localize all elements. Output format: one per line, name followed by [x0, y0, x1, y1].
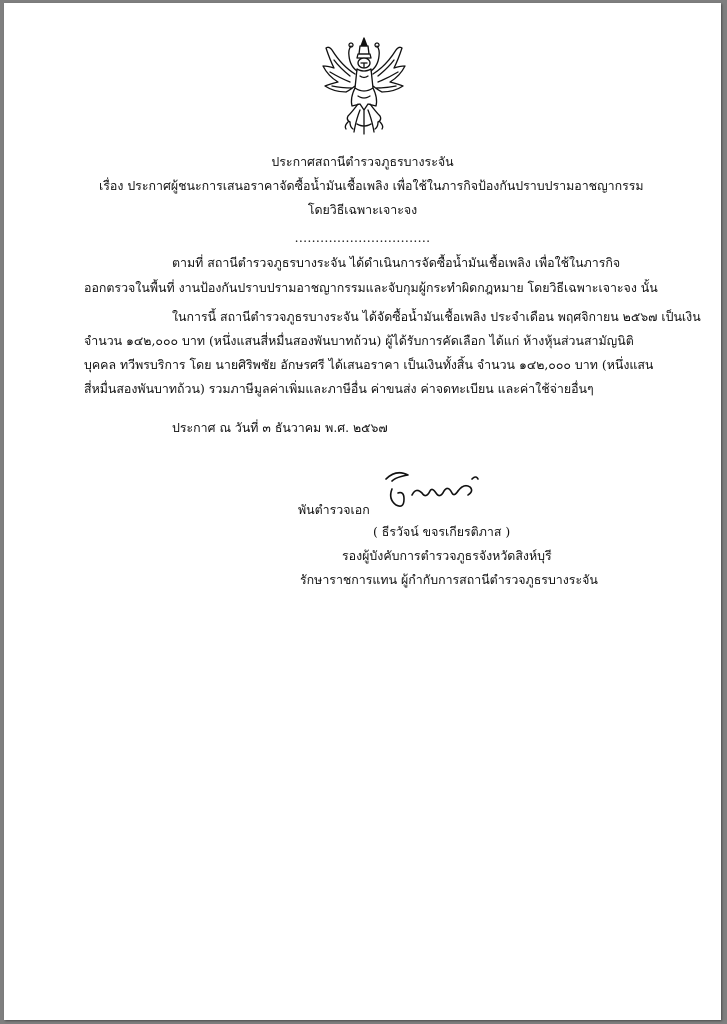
signatory-rank: พันตำรวจเอก	[298, 502, 370, 517]
document-page	[4, 3, 721, 1020]
garuda-emblem-icon	[320, 36, 408, 136]
signatory-name: ( ธีรวัจน์ ขจรเกียรติภาส )	[373, 524, 511, 539]
separator-dots: ................................	[294, 230, 431, 245]
subject-line-2: โดยวิธีเฉพาะเจาะจง	[307, 202, 418, 217]
paragraph-2-line-3: บุคคล ทวีพรบริการ โดย นายศิริพชัย อักษรศรี ได้เสนอราคา เป็นเงินทั้งสิ้น จำนวน ๑๔๒,๐๐๐ บาท (หนึ่งแสน	[84, 357, 654, 372]
paragraph-2-line-4: สี่หมื่นสองพันบาทถ้วน) รวมภาษีมูลค่าเพิ่มและภาษีอื่น ค่าขนส่ง ค่าจดทะเบียน และค่าใช้จ่ายอื่นๆ	[84, 381, 594, 396]
announcement-title: ประกาศสถานีตำรวจภูธรบางระจัน	[271, 154, 454, 169]
paragraph-2-line-1: ในการนี้ สถานีตำรวจภูธรบางระจัน ได้จัดซื้อน้ำมันเชื้อเพลิง ประจำเดือน พฤศจิกายน ๒๕๖๗ เป็นเงิน	[172, 309, 701, 324]
subject-line-1: เรื่อง ประกาศผู้ชนะการเสนอราคาจัดซื้อน้ำมันเชื้อเพลิง เพื่อใช้ในภารกิจป้องกันปราบปรามอาชญากรรม	[99, 178, 644, 193]
signature-icon	[382, 465, 482, 511]
signatory-position-1: รองผู้บังคับการตำรวจภูธรจังหวัดสิงห์บุรี	[342, 548, 552, 563]
paragraph-2-line-2: จำนวน ๑๔๒,๐๐๐ บาท (หนึ่งแสนสี่หมื่นสองพันบาทถ้วน) ผู้ได้รับการคัดเลือก ได้แก่ ห้างหุ้นส่วนสามัญนิติ	[84, 333, 634, 348]
announcement-date: ประกาศ ณ วันที่ ๓ ธันวาคม พ.ศ. ๒๕๖๗	[172, 420, 388, 435]
signatory-position-2: รักษาราชการแทน ผู้กำกับการสถานีตำรวจภูธรบางระจัน	[300, 572, 598, 587]
paragraph-1-line-2: ออกตรวจในพื้นที่ งานป้องกันปราบปรามอาชญากรรมและจับกุมผู้กระทำผิดกฎหมาย โดยวิธีเฉพาะเจาะจง นั้น	[84, 280, 658, 295]
paragraph-1-line-1: ตามที่ สถานีตำรวจภูธรบางระจัน ได้ดำเนินการจัดซื้อน้ำมันเชื้อเพลิง เพื่อใช้ในภารกิจ	[172, 255, 621, 270]
